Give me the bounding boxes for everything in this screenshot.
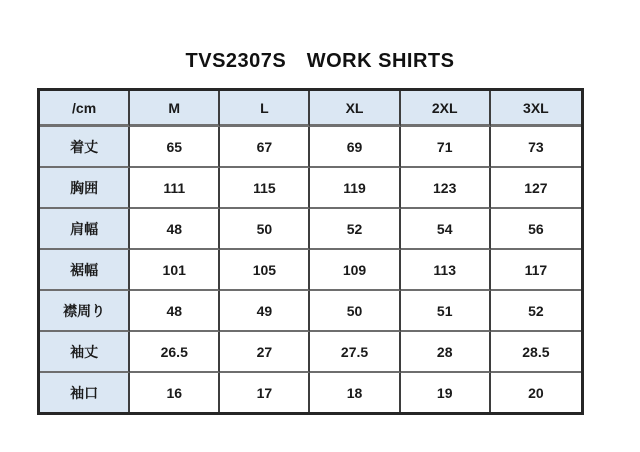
cell-sleeve-length-m: 26.5 [130,332,220,373]
cell-cuff-m: 16 [130,373,220,412]
row-header-chest: 胸囲 [40,168,130,209]
cell-chest-2xl: 123 [401,168,491,209]
cell-hem-width-2xl: 113 [401,250,491,291]
row-header-hem-width: 裾幅 [40,250,130,291]
cell-chest-3xl: 127 [491,168,581,209]
cell-collar-m: 48 [130,291,220,332]
cell-shoulder-width-2xl: 54 [401,209,491,250]
table-row-sleeve-length [40,332,581,373]
col-header-m: M [130,91,220,127]
cell-sleeve-length-l: 27 [220,332,310,373]
cell-hem-width-3xl: 117 [491,250,581,291]
cell-sleeve-length-2xl: 28 [401,332,491,373]
cell-hem-width-l: 105 [220,250,310,291]
cell-collar-2xl: 51 [401,291,491,332]
row-header-shoulder-width: 肩幅 [40,209,130,250]
table-row-hem-width [40,250,581,291]
row-header-sleeve-length: 袖丈 [40,332,130,373]
header-row [40,91,581,127]
cell-shoulder-width-xl: 52 [310,209,400,250]
size-chart-table [37,88,584,415]
size-chart-body [40,127,581,412]
cell-collar-l: 49 [220,291,310,332]
cell-body-length-xl: 69 [310,127,400,168]
col-header-3xl: 3XL [491,91,581,127]
cell-chest-m: 111 [130,168,220,209]
cell-cuff-xl: 18 [310,373,400,412]
cell-shoulder-width-l: 50 [220,209,310,250]
cell-body-length-3xl: 73 [491,127,581,168]
col-header-2xl: 2XL [401,91,491,127]
unit-header-cell: /cm [40,91,130,127]
page-title: TVS2307S WORK SHIRTS [185,50,455,72]
row-header-collar: 襟周り [40,291,130,332]
table-row-cuff [40,373,581,412]
cell-shoulder-width-m: 48 [130,209,220,250]
cell-cuff-3xl: 20 [491,373,581,412]
cell-shoulder-width-3xl: 56 [491,209,581,250]
cell-collar-3xl: 52 [491,291,581,332]
cell-cuff-l: 17 [220,373,310,412]
col-header-l: L [220,91,310,127]
cell-collar-xl: 50 [310,291,400,332]
cell-cuff-2xl: 19 [401,373,491,412]
table-row-collar [40,291,581,332]
cell-chest-l: 115 [220,168,310,209]
cell-hem-width-xl: 109 [310,250,400,291]
col-header-xl: XL [310,91,400,127]
cell-chest-xl: 119 [310,168,400,209]
cell-sleeve-length-xl: 27.5 [310,332,400,373]
size-chart-header [40,91,581,127]
cell-hem-width-m: 101 [130,250,220,291]
row-header-body-length: 着丈 [40,127,130,168]
table-row-chest [40,168,581,209]
cell-body-length-2xl: 71 [401,127,491,168]
cell-sleeve-length-3xl: 28.5 [491,332,581,373]
table-row-body-length [40,127,581,168]
cell-body-length-m: 65 [130,127,220,168]
table-row-shoulder-width [40,209,581,250]
cell-body-length-l: 67 [220,127,310,168]
row-header-cuff: 袖口 [40,373,130,412]
